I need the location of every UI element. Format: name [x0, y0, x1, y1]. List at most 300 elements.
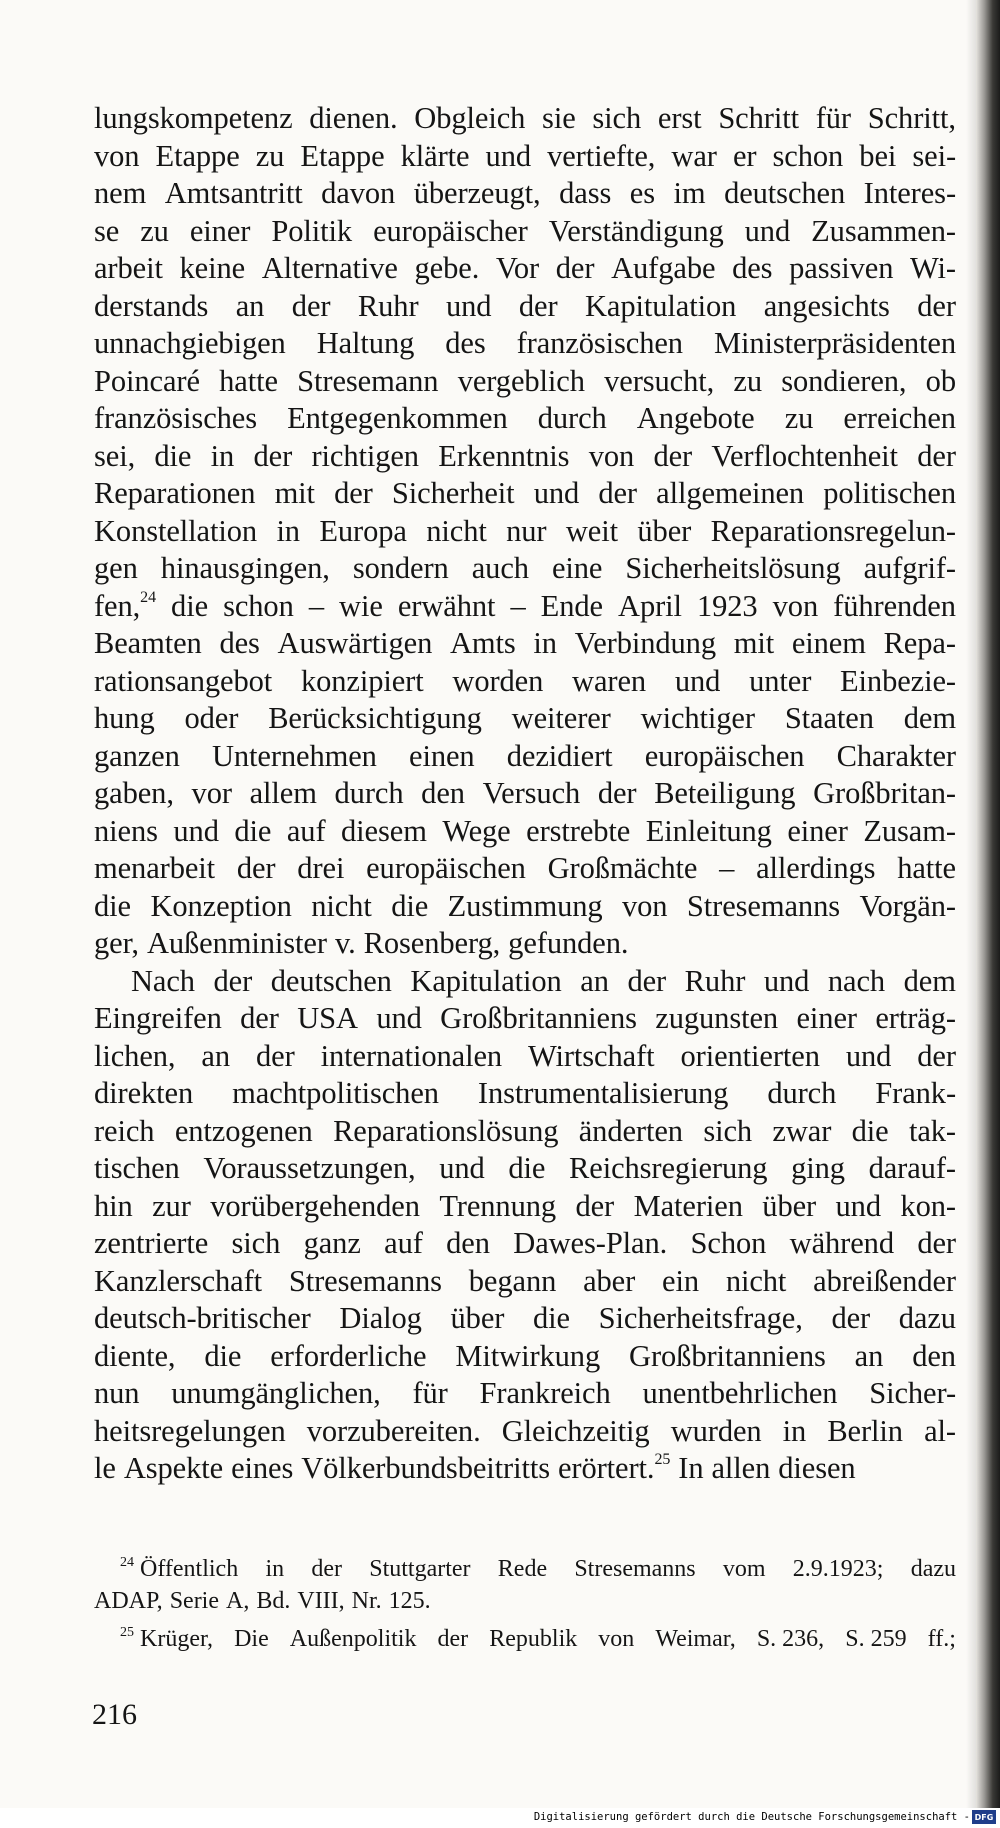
word: Einbezie-: [840, 663, 956, 698]
word: ob: [925, 363, 956, 398]
word: der: [255, 1038, 295, 1073]
word: und: [439, 1151, 485, 1185]
word-text: erörtert.: [557, 1451, 655, 1485]
text-line: [94, 250, 956, 288]
word: Poincaré: [94, 363, 200, 398]
word: Interes-: [863, 176, 956, 210]
word: wurden: [670, 1413, 762, 1448]
word: waren: [572, 663, 647, 698]
word: und: [674, 663, 721, 698]
word: Wirtschaft: [528, 1038, 655, 1073]
word: Vorgän-: [859, 888, 956, 923]
word: drei: [297, 851, 345, 885]
word: wie: [339, 588, 383, 623]
word: Ende: [540, 588, 603, 623]
word: gebe.: [414, 251, 480, 285]
word: sich: [231, 1226, 281, 1260]
word: Kapitulation: [410, 963, 562, 998]
text-line: [94, 963, 956, 1001]
word: diesen: [778, 1451, 856, 1485]
word: durch: [537, 401, 607, 435]
word: hung: [94, 701, 155, 735]
footnote-line: [94, 1624, 956, 1656]
word: und: [835, 1188, 881, 1223]
text-line: [94, 813, 956, 851]
word: der: [917, 288, 956, 323]
text-line: [94, 100, 956, 138]
word: Gleichzeitig: [501, 1413, 650, 1448]
word: Unternehmen: [211, 738, 377, 773]
word: einer: [796, 1001, 857, 1035]
word: der: [240, 1001, 279, 1035]
word: Reparationen: [94, 476, 256, 510]
word: Konzeption: [150, 888, 292, 923]
word: zwar: [772, 1113, 832, 1148]
word: Schritt: [718, 101, 799, 135]
word: menarbeit: [94, 851, 216, 885]
word: Berücksichtigung: [268, 701, 482, 735]
word: nicht: [725, 1263, 787, 1298]
word: den: [446, 1226, 490, 1260]
word: ger,: [94, 926, 139, 960]
word: in: [276, 513, 300, 548]
word: [94, 588, 156, 626]
word: durch: [334, 776, 404, 810]
text-line: [94, 1000, 956, 1038]
word: Sicherheitslösung: [625, 551, 841, 585]
word: davon: [321, 176, 396, 210]
word: Verflochtenheit: [711, 438, 898, 473]
word: von: [588, 438, 635, 473]
word: Großmächte: [547, 851, 698, 885]
word: eines: [231, 1451, 294, 1485]
text-line: [94, 738, 956, 776]
word: darauf-: [868, 1151, 956, 1185]
text-line: [94, 138, 956, 176]
word: vorübergehenden: [210, 1188, 420, 1223]
word: reich: [94, 1113, 155, 1148]
word: sie: [542, 101, 576, 135]
word: einer: [189, 213, 251, 248]
word: er: [732, 138, 757, 173]
word: überzeugt,: [413, 176, 541, 210]
word: dazu: [898, 1301, 956, 1335]
word: europäischen: [366, 851, 526, 885]
footnote-word: ADAP,: [94, 1587, 163, 1614]
footnote-word: 125.: [388, 1587, 431, 1614]
text-line: [94, 700, 956, 738]
footnote-word: Bd.: [256, 1587, 291, 1614]
footnote-number: 25: [120, 1625, 134, 1640]
word: Großbritanniens: [629, 1338, 826, 1373]
word: Beteiligung: [654, 776, 796, 810]
word: an: [235, 288, 265, 323]
text-line: [94, 888, 956, 926]
word: den: [912, 1338, 956, 1373]
word: an: [201, 1038, 231, 1073]
word: v.: [334, 926, 356, 960]
word: [558, 1450, 670, 1488]
word: an: [854, 1338, 884, 1373]
word: sondern: [352, 551, 449, 585]
word: die: [154, 438, 192, 473]
word: 1923: [696, 588, 758, 623]
footnote-word: [120, 1554, 238, 1586]
word: an: [580, 963, 609, 998]
word: hinausgingen,: [160, 551, 330, 585]
word: mit: [733, 626, 775, 660]
word: Staaten: [784, 701, 874, 735]
text-line: [94, 325, 956, 363]
word: der: [598, 476, 637, 510]
word: Ruhr: [357, 288, 419, 323]
word: zugunsten: [655, 1001, 779, 1035]
word: machtpolitischen: [232, 1076, 439, 1110]
word: richtigen: [311, 438, 419, 473]
word: derstands: [94, 288, 209, 323]
word: se: [94, 213, 120, 248]
word: Versuch: [482, 776, 581, 810]
word: der: [627, 963, 667, 998]
word: Schritt,: [867, 101, 956, 135]
word: während: [789, 1226, 894, 1260]
word: angesichts: [763, 288, 890, 323]
text-line: [94, 1225, 956, 1263]
page-number: 216: [92, 1698, 137, 1731]
footnote-word: in: [265, 1556, 285, 1582]
text-line: [94, 363, 956, 401]
word: erst: [657, 101, 702, 135]
word: Frankreich: [479, 1376, 611, 1410]
word: Europa: [319, 513, 407, 548]
text-line: [94, 475, 956, 513]
word: allem: [249, 776, 317, 810]
word: –: [510, 588, 526, 623]
word: gen: [94, 551, 138, 585]
footnote-word: Nr.: [351, 1587, 382, 1614]
text-line: [94, 550, 956, 588]
word: zu: [255, 138, 285, 173]
word: in: [210, 438, 235, 473]
text-line: [94, 213, 956, 251]
word: für: [815, 101, 851, 135]
word: der: [831, 1301, 871, 1335]
word: In: [678, 1451, 704, 1485]
word: auf: [286, 813, 326, 848]
word: Dawes-Plan.: [513, 1226, 668, 1260]
word: konzipiert: [300, 663, 424, 698]
word: auf: [384, 1226, 423, 1260]
footnote-reference[interactable]: 25: [654, 1451, 671, 1468]
word: Ruhr: [684, 963, 746, 998]
footnote-word: Rede: [497, 1556, 548, 1582]
word: des: [732, 251, 773, 285]
word: April: [618, 588, 682, 623]
word: Reparationslösung: [333, 1113, 559, 1148]
word: unnachgiebigen: [94, 326, 286, 360]
word: Nach: [131, 963, 195, 998]
word: französischen: [516, 326, 683, 360]
word: über: [450, 1301, 505, 1335]
word: sei-: [912, 138, 956, 173]
word: Obgleich: [414, 101, 526, 135]
word: unumgänglichen,: [171, 1376, 381, 1410]
word: internationalen: [320, 1038, 503, 1073]
word: deutschen: [270, 963, 392, 998]
word: in: [782, 1413, 807, 1448]
word: allgemeinen: [656, 476, 805, 510]
body-text: [94, 100, 956, 1488]
word: Aspekte: [123, 1451, 224, 1485]
word: dem: [903, 701, 956, 735]
word: zentrierte: [94, 1226, 209, 1260]
word: Völkerbundsbeitritts: [301, 1451, 550, 1485]
word: der: [917, 438, 956, 473]
text-line: [94, 1450, 956, 1488]
text-line: [94, 1075, 956, 1113]
footnote-word: 2.9.1923;: [792, 1556, 884, 1582]
word: erträg-: [875, 1001, 956, 1035]
word: Verständigung: [548, 213, 724, 248]
text-line: [94, 175, 956, 213]
word: vertiefte,: [547, 138, 656, 173]
word: –: [719, 851, 735, 885]
footnote-word: VIII,: [297, 1587, 345, 1614]
word: Etappe: [300, 138, 385, 173]
word: einer: [787, 813, 848, 848]
word: al-: [924, 1413, 956, 1448]
word: Berlin: [827, 1413, 903, 1448]
word: ein: [662, 1263, 699, 1298]
word: Haltung: [316, 326, 415, 360]
word: rationsangebot: [94, 663, 273, 698]
word: über: [637, 513, 692, 548]
footnote-line: [94, 1554, 956, 1586]
text-line: [94, 513, 956, 551]
word: der: [597, 776, 637, 810]
word: Amts: [450, 626, 516, 660]
word: ganz: [303, 1226, 361, 1260]
word: Kanzlerschaft: [94, 1263, 263, 1298]
footnote-number: 24: [120, 1555, 134, 1570]
word: Eingreifen: [94, 1001, 222, 1035]
word: direkten: [94, 1076, 194, 1110]
footnote-word: von: [598, 1626, 635, 1652]
word: Vor: [495, 251, 540, 285]
word: Reparationsregelun-: [710, 513, 956, 548]
word: von: [94, 138, 140, 173]
word: nun: [94, 1376, 140, 1410]
word: und: [845, 1038, 892, 1073]
word: tak-: [908, 1113, 956, 1148]
word: diente,: [94, 1338, 176, 1373]
word: keine: [179, 251, 246, 285]
word: diesem: [341, 813, 427, 848]
word: es: [629, 176, 655, 210]
word: und: [445, 288, 492, 323]
word: Zusam-: [863, 813, 956, 848]
word: hatte: [897, 851, 956, 885]
text-line: [94, 1150, 956, 1188]
word: Alternative: [261, 251, 398, 285]
word: kon-: [900, 1188, 956, 1223]
word: deutschen: [724, 176, 846, 210]
word: und: [763, 963, 810, 998]
word: Sicher-: [869, 1376, 956, 1410]
word: worden: [452, 663, 544, 698]
word: Schon: [690, 1226, 767, 1260]
word: Großbritanniens: [440, 1001, 637, 1035]
word: die: [851, 1113, 889, 1148]
word: der: [518, 288, 558, 323]
word-text: fen,: [94, 588, 141, 623]
word: der: [917, 1226, 956, 1260]
word: gaben,: [94, 776, 174, 810]
word: eine: [551, 551, 603, 585]
word: aufgrif-: [863, 551, 956, 585]
word: zu: [140, 213, 169, 248]
word: nach: [827, 963, 886, 998]
footnotes: [94, 1554, 956, 1656]
word: allerdings: [756, 851, 876, 885]
word: Instrumentalisierung: [477, 1076, 729, 1110]
word: Sicherheitsfrage,: [598, 1301, 803, 1335]
word: versucht,: [604, 363, 715, 398]
word: dass: [559, 176, 612, 210]
text-line: [94, 1038, 956, 1076]
word: und: [744, 213, 791, 248]
word: Politik: [271, 213, 353, 248]
text-line: [94, 1263, 956, 1301]
word: politischen: [823, 476, 956, 510]
word: vor: [191, 776, 232, 810]
word: Materien: [633, 1188, 743, 1223]
word: sei,: [94, 438, 136, 473]
word: von: [622, 888, 668, 923]
word: durch: [767, 1076, 837, 1110]
word: änderten: [578, 1113, 683, 1148]
word: französisches: [94, 401, 257, 435]
word: Konstellation: [94, 513, 258, 548]
word: Erkenntnis: [438, 438, 570, 473]
word: von: [772, 588, 819, 623]
word: die: [204, 1338, 242, 1373]
word: Mitwirkung: [455, 1338, 601, 1373]
word: Stresemanns: [686, 888, 840, 923]
word: führenden: [833, 588, 956, 623]
word: erstrebte: [526, 813, 631, 848]
word: die: [391, 888, 429, 923]
text-line: [94, 400, 956, 438]
footnote-word: dazu: [910, 1556, 956, 1582]
word: die: [234, 813, 272, 848]
word: und: [376, 1001, 422, 1035]
word: niens: [94, 813, 158, 848]
word: der: [555, 251, 595, 285]
footnote-word: der: [437, 1626, 469, 1652]
word: klärte: [400, 138, 470, 173]
word: europäischen: [644, 738, 805, 773]
footnote-word-text: Öffentlich: [140, 1556, 239, 1582]
footnote-word: A,: [226, 1587, 250, 1614]
word: Verbindung: [574, 626, 716, 660]
footnote-word: [120, 1624, 213, 1656]
text-line: [94, 925, 956, 963]
footnote-word: Stuttgarter: [369, 1556, 471, 1582]
word: der: [917, 1038, 956, 1073]
footnote-word: Die: [234, 1626, 269, 1652]
word: in: [533, 626, 557, 660]
word: auch: [471, 551, 529, 585]
footnote-word: S. 259: [845, 1626, 907, 1652]
footnote-reference[interactable]: 24: [140, 588, 156, 606]
word: und: [485, 138, 531, 173]
digitization-notice: Digitalisierung gefördert durch die Deutsche Forschungsgemeinschaft -: [533, 1811, 970, 1823]
footnote-word: S. 236,: [756, 1626, 825, 1652]
word: war: [671, 138, 717, 173]
word: lungskompetenz: [94, 101, 293, 135]
word: hatte: [219, 363, 278, 398]
word: und: [173, 813, 219, 848]
word: Ministerpräsidenten: [713, 326, 956, 360]
word: der: [213, 963, 253, 998]
word: Dialog: [339, 1301, 422, 1335]
word: des: [445, 326, 486, 360]
word: die: [94, 888, 131, 923]
word: schon: [223, 588, 294, 623]
text-line: [94, 1375, 956, 1413]
text-line: [94, 1338, 956, 1376]
word: der: [253, 438, 293, 473]
word: die: [533, 1301, 570, 1335]
word: der: [291, 288, 331, 323]
word: des: [219, 626, 260, 660]
word: nicht: [311, 888, 372, 923]
text-line: [94, 663, 956, 701]
text-line: [94, 1300, 956, 1338]
word: weit: [565, 513, 618, 548]
word: Entgegenkommen: [287, 401, 508, 435]
word: einem: [791, 626, 866, 660]
word: deutsch-britischer: [94, 1301, 311, 1335]
word: Trennung: [439, 1188, 557, 1223]
word: über: [762, 1188, 817, 1223]
word: die: [171, 588, 209, 623]
word: passiven: [789, 251, 894, 285]
word: nur: [506, 513, 547, 548]
word: erreichen: [843, 401, 956, 435]
word: erforderliche: [270, 1338, 427, 1373]
word: oder: [184, 701, 239, 735]
text-line: [94, 438, 956, 476]
word: europäischer: [373, 213, 528, 248]
text-line: [94, 588, 956, 626]
word: Außenminister: [146, 926, 327, 960]
word: Wi-: [910, 251, 956, 285]
word: der: [236, 851, 276, 885]
word: le: [94, 1451, 116, 1485]
word: für: [412, 1376, 448, 1410]
text-line: [94, 1188, 956, 1226]
word: dem: [903, 963, 956, 998]
word: nem: [94, 176, 147, 210]
word: dienen.: [309, 101, 398, 135]
text-line: [94, 775, 956, 813]
word: Voraussetzungen,: [203, 1151, 416, 1185]
footnote-word: Stresemanns: [574, 1556, 696, 1582]
word: sondieren,: [781, 363, 907, 398]
word: Charakter: [836, 738, 956, 773]
